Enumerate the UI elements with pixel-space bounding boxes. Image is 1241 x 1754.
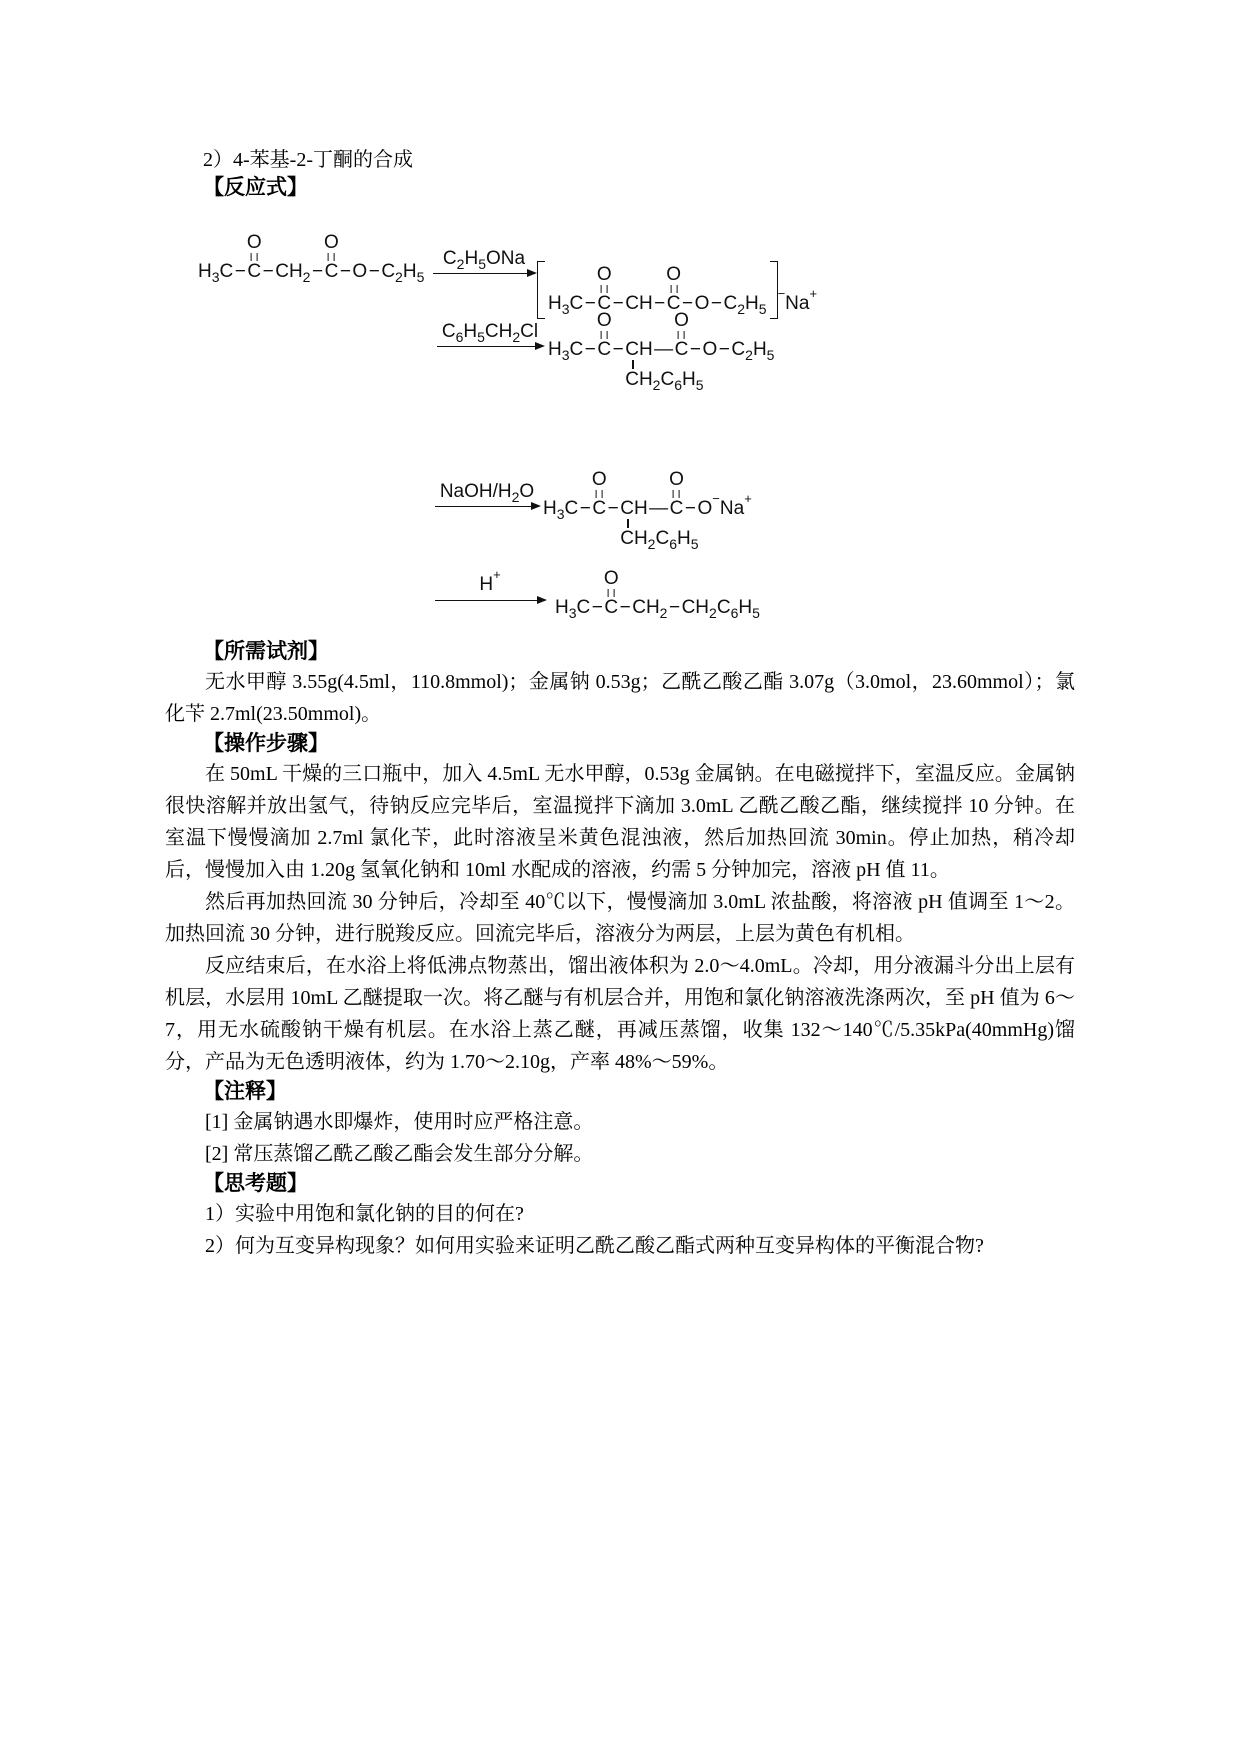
section-header-questions: 【思考题】 (203, 1172, 308, 1195)
chem-formula-sodium-enolate: $H_3C-$ O C−CH− O $C-O-C_2H_5^-Na^+$ (537, 261, 817, 319)
reagents-paragraph: 无水甲醇 3.55g(4.5ml，110.8mmol)；金属钠 0.53g；乙酰乙酸乙酯 3.07g（3.0mol，23.60mmol）；氯化苄 2.7ml(23.50mmol)。 (165, 671, 1075, 725)
page-title: 2）4-苯基-2-丁酮的合成 (203, 149, 413, 171)
arrow-line-step3 (435, 506, 539, 507)
question-item-1: 1）实验中用饱和氯化钠的目的何在? (205, 1203, 524, 1225)
reaction-arrow-step4 (435, 567, 545, 601)
section-header-reaction: 【反应式】 (203, 176, 308, 199)
reaction-arrow-step2 (437, 321, 543, 347)
arrowhead-icon (531, 502, 541, 510)
chem-formula-benzyl-acetoacetate-ester: $H_3C-$ O C−CH $CH_2C_6H_5$ — O $C-O-C_2H_5$ (548, 310, 775, 393)
procedure-paragraph-2: 然后再加热回流 30 分钟后，冷却至 40℃以下，慢慢滴加 3.0mL 浓盐酸，将溶液 pH 值调至 1～2。加热回流 30 分钟，进行脱羧反应。回流完毕后，溶液分为两层，上层为黄色有机相。 (165, 891, 1075, 945)
chem-formula-phenylbutanone: $H_3C-$ O $C-CH_2-CH_2C_6H_5$ (555, 568, 760, 621)
procedure-paragraph-3: 反应结束后，在水浴上将低沸点物蒸出，馏出液体积为 2.0～4.0mL。冷却，用分液漏斗分出上层有机层，水层用 10mL 乙醚提取一次。将乙醚与有机层合并，用饱和氯化钠溶液洗涤两次，至 pH 值为 6～7，用无水硫酸钠干燥有机层。在水浴上蒸乙醚，再减压蒸馏，收集 132～140℃/5.35kPa(40mmHg)馏分，产品为无色透明液体，约为 1.70～2.10g，产率 48%～59%。 (165, 955, 1075, 1073)
section-header-procedure: 【操作步骤】 (203, 732, 329, 755)
arrow-label-step1: $C_2H_5ONa$ (442, 248, 526, 272)
question-item-2: 2）何为互变异构现象？如何用实验来证明乙酰乙酸乙酯式两种互变异构体的平衡混合物? (205, 1235, 984, 1257)
arrow-line-step4 (435, 600, 545, 601)
arrow-label-step4: H+ (479, 567, 501, 595)
section-header-notes: 【注释】 (203, 1080, 287, 1103)
arrowhead-icon (535, 342, 545, 350)
reaction-arrow-step1 (433, 248, 535, 274)
arrow-label-step2: $C_6H_5CH_2Cl$ (441, 321, 539, 345)
reaction-scheme (165, 208, 1075, 638)
arrow-line-step2 (437, 346, 543, 347)
note-item-1: [1] 金属钠遇水即爆炸，使用时应严格注意。 (205, 1111, 594, 1133)
arrow-label-step3: NaOH/$H_2O$ (439, 481, 535, 505)
arrowhead-icon (527, 269, 537, 277)
chem-formula-sodium-carboxylate: $H_3C-$ O C−CH $CH_2C_6H_5$ — O C−O−Na+ (543, 469, 752, 552)
procedure-paragraph-1: 在 50mL 干燥的三口瓶中，加入 4.5mL 无水甲醇，0.53g 金属钠。在电磁搅拌下，室温反应。金属钠很快溶解并放出氢气，待钠反应完毕后，室温搅拌下滴加 3.0mL 乙酰乙酸乙酯，继续搅拌 10 分钟。在室温下慢慢滴加 2.7ml 氯化苄，此时溶液呈米黄色混浊液，然后加热回流 30min。停止加热，稍冷却后，慢慢加入由 1.20g 氢氧化钠和 10ml 水配成的溶液，约需 5 分钟加完，溶液 pH 值 11。 (165, 763, 1075, 881)
arrowhead-icon (537, 596, 547, 604)
arrow-line-step1 (433, 273, 535, 274)
chem-formula-ethyl-acetoacetate: $H_3C-$ O $C-CH_2-$ O $C-O-C_2H_5$ (198, 232, 425, 285)
section-header-reagents: 【所需试剂】 (203, 640, 329, 663)
reaction-arrow-step3 (435, 481, 539, 507)
note-item-2: [2] 常压蒸馏乙酰乙酸乙酯会发生部分分解。 (205, 1143, 594, 1165)
